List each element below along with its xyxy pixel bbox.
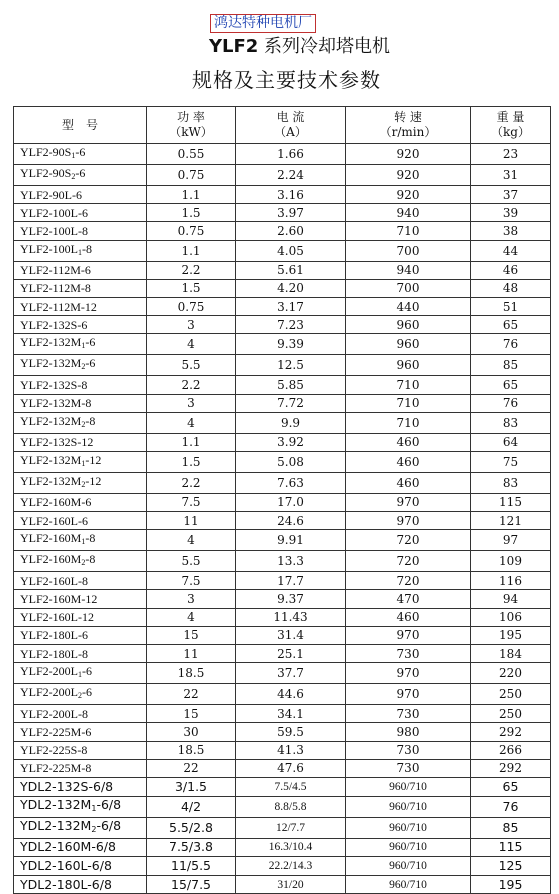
page-subtitle: 规格及主要技术参数 xyxy=(192,68,381,92)
power-cell: 11 xyxy=(147,645,236,663)
table-row xyxy=(14,240,551,261)
power-cell: 2.2 xyxy=(147,261,236,279)
power-cell: 1.1 xyxy=(147,433,236,451)
model-cell: YLF2-100L-6 xyxy=(14,204,147,222)
table-row xyxy=(14,472,551,493)
power-cell: 11/5.5 xyxy=(147,857,236,876)
power-cell: 30 xyxy=(147,723,236,741)
weight-cell: 46 xyxy=(471,261,551,279)
weight-cell: 125 xyxy=(471,857,551,876)
current-cell: 17.7 xyxy=(236,572,346,590)
speed-cell: 980 xyxy=(346,723,471,741)
speed-cell: 920 xyxy=(346,165,471,186)
model-cell: YLF2-180L-6 xyxy=(14,626,147,644)
speed-cell: 960 xyxy=(346,355,471,376)
weight-cell: 250 xyxy=(471,705,551,723)
table-row xyxy=(14,493,551,511)
current-cell: 9.91 xyxy=(236,530,346,551)
table-row xyxy=(14,412,551,433)
speed-cell: 970 xyxy=(346,512,471,530)
current-cell: 2.60 xyxy=(236,222,346,240)
model-cell: $YLF2-200L_2-6$ xyxy=(14,684,147,705)
weight-cell: 266 xyxy=(471,741,551,759)
weight-cell: 85 xyxy=(471,355,551,376)
power-cell: 5.5 xyxy=(147,551,236,572)
power-cell: 15 xyxy=(147,626,236,644)
speed-cell: 700 xyxy=(346,240,471,261)
weight-cell: 48 xyxy=(471,279,551,297)
table-row xyxy=(14,316,551,334)
table-row xyxy=(14,394,551,412)
speed-cell: 720 xyxy=(346,530,471,551)
weight-cell: 39 xyxy=(471,204,551,222)
table-row xyxy=(14,451,551,472)
model-cell: YLF2-112M-6 xyxy=(14,261,147,279)
power-cell: 15 xyxy=(147,705,236,723)
power-cell: 3 xyxy=(147,590,236,608)
speed-cell: 710 xyxy=(346,376,471,394)
speed-cell: 970 xyxy=(346,684,471,705)
weight-cell: 75 xyxy=(471,451,551,472)
table-row xyxy=(14,590,551,608)
table-row xyxy=(14,433,551,451)
weight-cell: 106 xyxy=(471,608,551,626)
table-header-row xyxy=(14,107,551,144)
current-cell: 34.1 xyxy=(236,705,346,723)
weight-cell: 184 xyxy=(471,645,551,663)
power-cell: 1.1 xyxy=(147,186,236,204)
power-cell: 4 xyxy=(147,334,236,355)
power-cell: 1.1 xyxy=(147,240,236,261)
model-cell: YLF2-160M-6 xyxy=(14,493,147,511)
power-cell: 18.5 xyxy=(147,663,236,684)
model-cell: YLF2-132S-6 xyxy=(14,316,147,334)
current-cell: 9.39 xyxy=(236,334,346,355)
power-cell: 2.2 xyxy=(147,472,236,493)
current-cell: 5.08 xyxy=(236,451,346,472)
current-cell: 41.3 xyxy=(236,741,346,759)
speed-cell: 960/710 xyxy=(346,875,471,894)
title-series: 系列冷却塔电机 xyxy=(264,36,391,57)
weight-cell: 38 xyxy=(471,222,551,240)
weight-cell: 115 xyxy=(471,493,551,511)
title-model: YLF2 xyxy=(208,36,259,57)
power-cell: 1.5 xyxy=(147,204,236,222)
weight-cell: 85 xyxy=(471,817,551,838)
speed-cell: 460 xyxy=(346,472,471,493)
model-cell: YLF2-200L-8 xyxy=(14,705,147,723)
model-cell: YLF2-132M-8 xyxy=(14,394,147,412)
power-cell: 1.5 xyxy=(147,279,236,297)
model-cell: $YLF2-90S_2-6$ xyxy=(14,165,147,186)
current-cell: 31.4 xyxy=(236,626,346,644)
model-cell: $YLF2-90S_1-6$ xyxy=(14,144,147,165)
col-speed-header: 转 速 （r/min） xyxy=(346,107,471,144)
table-row xyxy=(14,741,551,759)
current-cell: 3.92 xyxy=(236,433,346,451)
weight-cell: 195 xyxy=(471,875,551,894)
speed-cell: 440 xyxy=(346,297,471,315)
table-row xyxy=(14,857,551,876)
speed-cell: 960 xyxy=(346,334,471,355)
current-cell: 16.3/10.4 xyxy=(236,838,346,857)
current-cell: 37.7 xyxy=(236,663,346,684)
power-cell: 5.5/2.8 xyxy=(147,817,236,838)
speed-cell: 460 xyxy=(346,451,471,472)
col-model-header: 型 号 xyxy=(14,107,147,144)
model-cell: $YLF2-160M_1-8$ xyxy=(14,530,147,551)
model-cell: YLF2-225M-6 xyxy=(14,723,147,741)
current-cell: 8.8/5.8 xyxy=(236,796,346,817)
model-cell: $YLF2-132M_1-6$ xyxy=(14,334,147,355)
power-cell: 4/2 xyxy=(147,796,236,817)
model-cell: YLF2-160L-12 xyxy=(14,608,147,626)
weight-cell: 65 xyxy=(471,316,551,334)
table-row xyxy=(14,796,551,817)
power-cell: 2.2 xyxy=(147,376,236,394)
current-cell: 4.20 xyxy=(236,279,346,297)
speed-cell: 720 xyxy=(346,572,471,590)
weight-cell: 97 xyxy=(471,530,551,551)
speed-cell: 920 xyxy=(346,186,471,204)
table-row xyxy=(14,297,551,315)
speed-cell: 470 xyxy=(346,590,471,608)
model-cell: YLF2-160L-8 xyxy=(14,572,147,590)
speed-cell: 700 xyxy=(346,279,471,297)
weight-cell: 220 xyxy=(471,663,551,684)
model-cell: YLF2-225M-8 xyxy=(14,759,147,777)
current-cell: 5.61 xyxy=(236,261,346,279)
speed-cell: 940 xyxy=(346,261,471,279)
col-power-header: 功 率 （kW） xyxy=(147,107,236,144)
speed-cell: 730 xyxy=(346,705,471,723)
current-cell: 31/20 xyxy=(236,875,346,894)
model-cell: YDL2-132S-6/8 xyxy=(14,777,147,796)
power-cell: 4 xyxy=(147,412,236,433)
company-name-box: 鸿达特种电机厂 xyxy=(210,14,316,33)
speed-cell: 730 xyxy=(346,645,471,663)
model-cell: $YLF2-132M_2-6$ xyxy=(14,355,147,376)
weight-cell: 195 xyxy=(471,626,551,644)
current-cell: 1.66 xyxy=(236,144,346,165)
current-cell: 2.24 xyxy=(236,165,346,186)
weight-cell: 250 xyxy=(471,684,551,705)
power-cell: 7.5 xyxy=(147,493,236,511)
power-cell: 4 xyxy=(147,530,236,551)
model-cell: YLF2-100L-8 xyxy=(14,222,147,240)
model-cell: $YLF2-160M_2-8$ xyxy=(14,551,147,572)
power-cell: 22 xyxy=(147,759,236,777)
model-cell: YLF2-90L-6 xyxy=(14,186,147,204)
model-cell: YLF2-112M-8 xyxy=(14,279,147,297)
current-cell: 7.72 xyxy=(236,394,346,412)
weight-cell: 115 xyxy=(471,838,551,857)
speed-cell: 970 xyxy=(346,663,471,684)
model-cell: $YLF2-132M_2-8$ xyxy=(14,412,147,433)
model-cell: $YLF2-100L_1-8$ xyxy=(14,240,147,261)
table-row xyxy=(14,723,551,741)
current-cell: 9.9 xyxy=(236,412,346,433)
power-cell: 0.55 xyxy=(147,144,236,165)
model-cell: $YLF2-132M_2-12$ xyxy=(14,472,147,493)
model-cell: $YDL2-132M_1-6/8$ xyxy=(14,796,147,817)
table-row xyxy=(14,186,551,204)
current-cell: 3.97 xyxy=(236,204,346,222)
table-row xyxy=(14,512,551,530)
weight-cell: 65 xyxy=(471,777,551,796)
weight-cell: 64 xyxy=(471,433,551,451)
power-cell: 7.5 xyxy=(147,572,236,590)
current-cell: 25.1 xyxy=(236,645,346,663)
current-cell: 13.3 xyxy=(236,551,346,572)
table-row xyxy=(14,684,551,705)
current-cell: 12/7.7 xyxy=(236,817,346,838)
current-cell: 17.0 xyxy=(236,493,346,511)
speed-cell: 960 xyxy=(346,316,471,334)
weight-cell: 292 xyxy=(471,759,551,777)
weight-cell: 65 xyxy=(471,376,551,394)
speed-cell: 960/710 xyxy=(346,838,471,857)
table-row xyxy=(14,355,551,376)
table-row xyxy=(14,777,551,796)
current-cell: 7.63 xyxy=(236,472,346,493)
power-cell: 1.5 xyxy=(147,451,236,472)
model-cell: $YDL2-132M_2-6/8$ xyxy=(14,817,147,838)
power-cell: 4 xyxy=(147,608,236,626)
table-row xyxy=(14,608,551,626)
power-cell: 22 xyxy=(147,684,236,705)
weight-cell: 37 xyxy=(471,186,551,204)
power-cell: 0.75 xyxy=(147,165,236,186)
current-cell: 9.37 xyxy=(236,590,346,608)
power-cell: 3/1.5 xyxy=(147,777,236,796)
weight-cell: 23 xyxy=(471,144,551,165)
model-cell: YLF2-180L-8 xyxy=(14,645,147,663)
table-row xyxy=(14,875,551,894)
speed-cell: 960/710 xyxy=(346,777,471,796)
speed-cell: 920 xyxy=(346,144,471,165)
model-cell: YDL2-180L-6/8 xyxy=(14,875,147,894)
weight-cell: 121 xyxy=(471,512,551,530)
current-cell: 3.16 xyxy=(236,186,346,204)
model-cell: YLF2-112M-12 xyxy=(14,297,147,315)
speed-cell: 710 xyxy=(346,222,471,240)
current-cell: 4.05 xyxy=(236,240,346,261)
weight-cell: 44 xyxy=(471,240,551,261)
table-row xyxy=(14,645,551,663)
table-row xyxy=(14,144,551,165)
table-row xyxy=(14,551,551,572)
table-row xyxy=(14,663,551,684)
speed-cell: 710 xyxy=(346,394,471,412)
table-row xyxy=(14,572,551,590)
current-cell: 24.6 xyxy=(236,512,346,530)
current-cell: 22.2/14.3 xyxy=(236,857,346,876)
table-row xyxy=(14,376,551,394)
power-cell: 18.5 xyxy=(147,741,236,759)
page-title xyxy=(0,34,559,60)
current-cell: 44.6 xyxy=(236,684,346,705)
table-row xyxy=(14,165,551,186)
power-cell: 3 xyxy=(147,394,236,412)
weight-cell: 83 xyxy=(471,472,551,493)
table-row xyxy=(14,334,551,355)
table-row xyxy=(14,279,551,297)
power-cell: 3 xyxy=(147,316,236,334)
speed-cell: 970 xyxy=(346,493,471,511)
speed-cell: 730 xyxy=(346,759,471,777)
weight-cell: 292 xyxy=(471,723,551,741)
weight-cell: 94 xyxy=(471,590,551,608)
current-cell: 7.5/4.5 xyxy=(236,777,346,796)
speed-cell: 720 xyxy=(346,551,471,572)
weight-cell: 83 xyxy=(471,412,551,433)
weight-cell: 76 xyxy=(471,334,551,355)
model-cell: YLF2-160M-12 xyxy=(14,590,147,608)
weight-cell: 76 xyxy=(471,796,551,817)
current-cell: 11.43 xyxy=(236,608,346,626)
table-row xyxy=(14,204,551,222)
model-cell: $YLF2-132M_1-12$ xyxy=(14,451,147,472)
speed-cell: 960/710 xyxy=(346,817,471,838)
weight-cell: 76 xyxy=(471,394,551,412)
power-cell: 0.75 xyxy=(147,297,236,315)
weight-cell: 31 xyxy=(471,165,551,186)
table-row xyxy=(14,817,551,838)
current-cell: 47.6 xyxy=(236,759,346,777)
power-cell: 0.75 xyxy=(147,222,236,240)
current-cell: 7.23 xyxy=(236,316,346,334)
table-row xyxy=(14,222,551,240)
model-cell: $YLF2-200L_1-6$ xyxy=(14,663,147,684)
power-cell: 15/7.5 xyxy=(147,875,236,894)
power-cell: 5.5 xyxy=(147,355,236,376)
current-cell: 59.5 xyxy=(236,723,346,741)
model-cell: YDL2-160M-6/8 xyxy=(14,838,147,857)
col-current-header: 电 流 （A） xyxy=(236,107,346,144)
table-row xyxy=(14,705,551,723)
model-cell: YLF2-132S-8 xyxy=(14,376,147,394)
power-cell: 7.5/3.8 xyxy=(147,838,236,857)
current-cell: 5.85 xyxy=(236,376,346,394)
table-row xyxy=(14,759,551,777)
speed-cell: 970 xyxy=(346,626,471,644)
power-cell: 11 xyxy=(147,512,236,530)
table-row xyxy=(14,261,551,279)
speed-cell: 460 xyxy=(346,433,471,451)
model-cell: YLF2-132S-12 xyxy=(14,433,147,451)
current-cell: 3.17 xyxy=(236,297,346,315)
speed-cell: 960/710 xyxy=(346,796,471,817)
table-row xyxy=(14,626,551,644)
weight-cell: 116 xyxy=(471,572,551,590)
speed-cell: 460 xyxy=(346,608,471,626)
model-cell: YLF2-160L-6 xyxy=(14,512,147,530)
weight-cell: 109 xyxy=(471,551,551,572)
weight-cell: 51 xyxy=(471,297,551,315)
speed-cell: 960/710 xyxy=(346,857,471,876)
col-weight-header: 重 量 （kg） xyxy=(471,107,551,144)
spec-table xyxy=(13,106,551,894)
speed-cell: 710 xyxy=(346,412,471,433)
current-cell: 12.5 xyxy=(236,355,346,376)
speed-cell: 940 xyxy=(346,204,471,222)
model-cell: YDL2-160L-6/8 xyxy=(14,857,147,876)
model-cell: YLF2-225S-8 xyxy=(14,741,147,759)
table-row xyxy=(14,530,551,551)
speed-cell: 730 xyxy=(346,741,471,759)
table-row xyxy=(14,838,551,857)
